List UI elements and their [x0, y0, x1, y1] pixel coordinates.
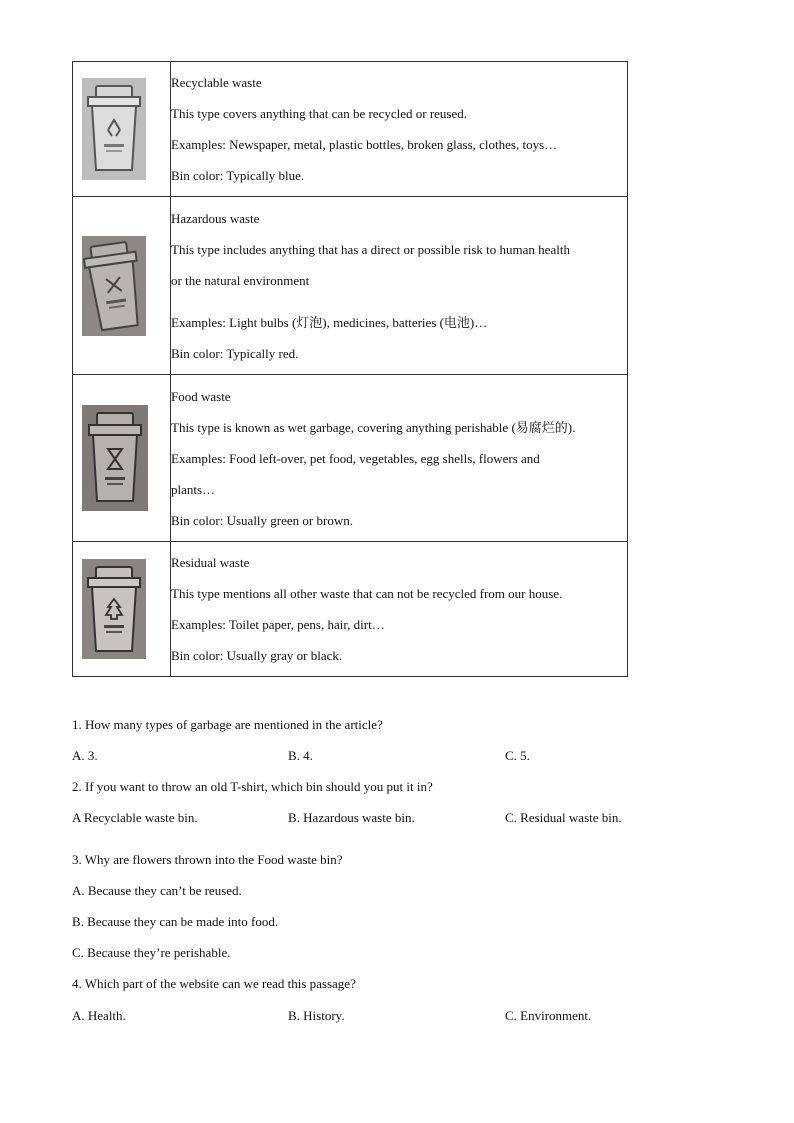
row-bin-color: Bin color: Typically blue. — [171, 168, 305, 183]
row-examples-continued: plants… — [171, 481, 216, 497]
question-2-option-b: B. Hazardous waste bin. — [288, 810, 415, 825]
row-description-continued: or the natural environment — [171, 272, 310, 288]
recycle-bin-icon — [73, 62, 171, 197]
table-row — [73, 62, 628, 197]
question-2: 2. If you want to throw an old T-shirt, which bin should you put it in? — [72, 779, 433, 794]
row-description: This type is known as wet garbage, covering anything perishable (易腐烂的). — [171, 419, 576, 435]
question-3-option-a: A. Because they can’t be reused. — [72, 883, 242, 898]
hazardous-bin-icon — [73, 197, 171, 375]
residual-bin-icon — [73, 542, 171, 677]
waste-types-table — [72, 61, 628, 677]
row-examples: Examples: Light bulbs (灯泡), medicines, batteries (电池)… — [171, 314, 488, 330]
row-title: Residual waste — [171, 555, 250, 570]
question-4: 4. Which part of the website can we read this passage? — [72, 976, 356, 991]
row-title: Food waste — [171, 388, 231, 404]
question-1-option-b: B. 4. — [288, 748, 313, 763]
question-3-option-c: C. Because they’re perishable. — [72, 945, 231, 960]
table-row — [73, 542, 628, 677]
hazardous-description-cell — [171, 197, 628, 375]
question-3-option-b: B. Because they can be made into food. — [72, 914, 279, 929]
question-4-option-b: B. History. — [288, 1008, 345, 1023]
question-3: 3. Why are flowers thrown into the Food waste bin? — [72, 852, 343, 867]
row-description: This type includes anything that has a direct or possible risk to human health — [171, 241, 570, 257]
table-row — [73, 197, 628, 375]
row-title: Hazardous waste — [171, 210, 260, 226]
food-bin-icon — [73, 375, 171, 542]
recyclable-description-cell — [171, 62, 628, 197]
row-title: Recyclable waste — [171, 75, 262, 90]
row-description: This type covers anything that can be recycled or reused. — [171, 106, 467, 121]
question-2-option-c: C. Residual waste bin. — [505, 810, 622, 825]
row-examples: Examples: Toilet paper, pens, hair, dirt… — [171, 617, 385, 632]
residual-description-cell — [171, 542, 628, 677]
question-1-option-a: A. 3. — [72, 748, 98, 763]
row-bin-color: Bin color: Usually gray or black. — [171, 648, 343, 663]
question-1: 1. How many types of garbage are mentioned in the article? — [72, 717, 383, 732]
row-examples: Examples: Food left-over, pet food, vegetables, egg shells, flowers and — [171, 450, 540, 466]
row-examples: Examples: Newspaper, metal, plastic bottles, broken glass, clothes, toys… — [171, 137, 558, 152]
row-bin-color: Bin color: Typically red. — [171, 345, 299, 361]
table-row — [73, 375, 628, 542]
question-4-option-c: C. Environment. — [505, 1008, 592, 1023]
question-4-option-a: A. Health. — [72, 1008, 126, 1023]
question-1-option-c: C. 5. — [505, 748, 530, 763]
row-description: This type mentions all other waste that can not be recycled from our house. — [171, 586, 563, 601]
row-bin-color: Bin color: Usually green or brown. — [171, 512, 353, 528]
food-description-cell — [171, 375, 628, 542]
question-2-option-a: A Recyclable waste bin. — [72, 810, 198, 825]
